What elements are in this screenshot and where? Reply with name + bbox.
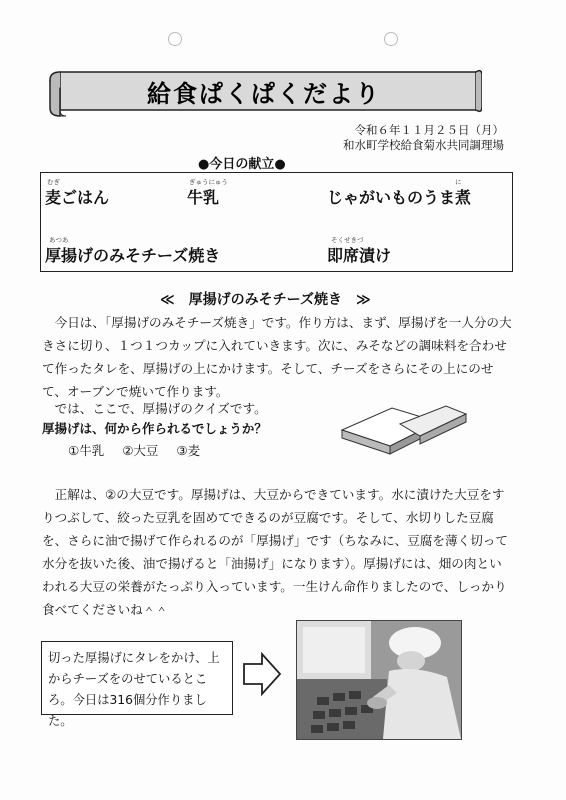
article-paragraph-2 [42,483,512,621]
photo-caption-text: 切った厚揚げにタレをかけ、上からチーズをのせているところ。今日は316個分作りました。 [48,651,220,728]
menu-item [327,178,472,208]
menu-item [327,236,392,266]
atsuage-illustration [338,396,470,458]
title-banner [46,64,482,118]
quiz-intro-text: では、ここで、厚揚げのクイズです。 [42,401,267,416]
paragraph-text: 今日は、「厚揚げのみそチーズ焼き」です。作り方は、まず、厚揚げを一人分の大きさに切り、１つ１つカップに入れていきます。次に、みそなどの調味料を合わせて作ったタレを、厚揚げの上にかけます。そして、チーズをさらにその上にのせて、オーブンで焼いて作ります。 [42,315,512,399]
punch-hole-left [168,32,182,46]
punch-hole-right [384,32,398,46]
menu-item [187,178,228,208]
quiz-question: 厚揚げは、何から作られるでしょうか？ [42,421,267,436]
menu-item-label: 厚揚げのみそチーズ焼き [45,246,221,265]
quiz-option: ①牛乳 [68,443,105,458]
issue-date: 令和６年１１月２５日（月） [354,123,504,137]
menu-item-ruby: に [455,178,462,186]
photo-caption-box [41,641,233,728]
menu-item [45,236,221,266]
cooking-photo-graphic [297,621,461,739]
menu-item-ruby: むぎ [47,178,60,186]
menu-item-ruby: あつあ [49,236,69,244]
quiz-option: ③麦 [176,443,201,458]
menu-item-ruby: そくせきづ [331,236,364,244]
newsletter-title: 給食ぱくぱくだより [147,79,381,108]
quiz-options [68,441,214,459]
menu-heading: ●今日の献立● [198,157,286,172]
menu-box [40,172,513,272]
quiz-option: ②大豆 [122,443,159,458]
menu-item-ruby: ぎゅうにゅう [189,178,228,186]
arrow-right-icon [242,652,282,696]
school-name: 和水町学校給食菊水共同調理場 [343,138,504,152]
article-paragraph-1 [42,311,512,403]
menu-item [45,178,110,208]
paragraph-text: 正解は、②の大豆です。厚揚げは、大豆からできています。水に漬けた大豆をすりつぶして、絞った豆乳を固めてできるのが豆腐です。そして、水切りした豆腐を、さらに油で揚げて作られるのが「厚揚げ」です（ちなみに、豆腐を薄く切って水分を抜いた後、油で揚げると「油揚げ」になります）。厚揚げには、畑の肉といわれる大豆の栄養がたっぷり入っています。一生けん命作りましたので、しっかり食べてくださいね＾＾ [42,487,508,617]
menu-item-label: 即席漬け [327,246,392,265]
menu-item-label: 麦ごはん [45,188,110,207]
menu-item-label: じゃがいものうま煮 [327,188,472,207]
menu-item-label: 牛乳 [187,188,220,207]
quiz-intro [42,397,342,420]
cooking-photo [296,620,462,740]
article-title: ≪ 厚揚げのみそチーズ焼き ≫ [160,292,371,308]
